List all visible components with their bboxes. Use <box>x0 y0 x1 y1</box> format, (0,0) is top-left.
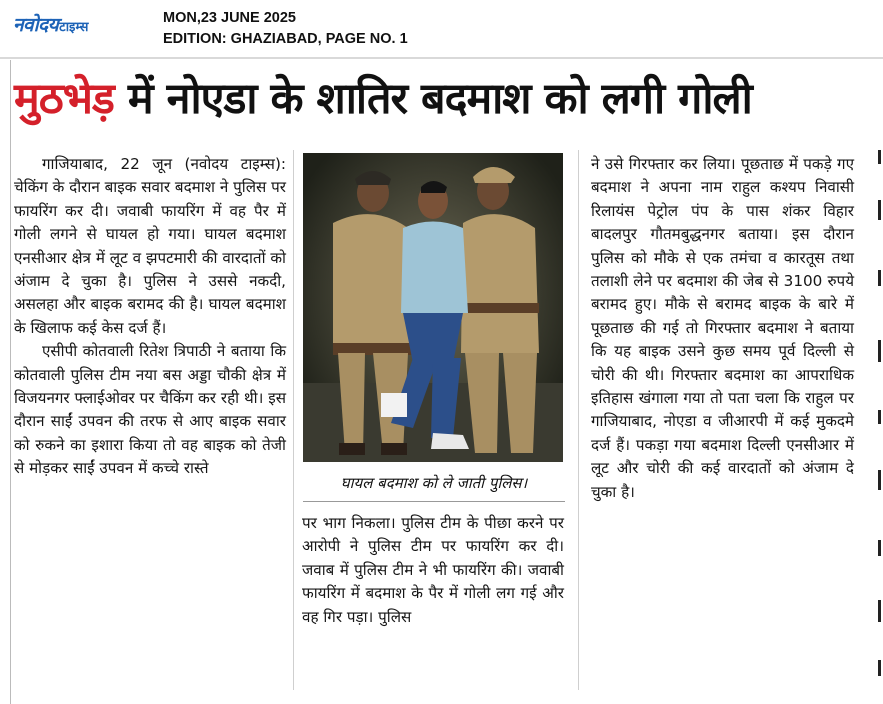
edition-line: EDITION: GHAZIABAD, PAGE NO. 1 <box>163 31 408 47</box>
article-column-1 <box>14 153 286 481</box>
police-escort-illustration <box>303 153 563 462</box>
page-edge-line <box>10 60 11 704</box>
column-divider <box>293 150 294 690</box>
article-paragraph: पर भाग निकला। पुलिस टीम के पीछा करने पर आरोपी ने पुलिस टीम पर फायरिंग कर दी। जवाब में पुलिस टीम ने भी फायरिंग की। जवाबी फायरिंग में बदमाश के पैर में गोली लग गई और वह गिर पड़ा। पुलिस <box>302 514 564 626</box>
photo-caption: घायल बदमाश को ले जाती पुलिस। <box>340 474 528 492</box>
logo-main-text: नवोदय <box>13 14 59 36</box>
column-divider <box>578 150 579 690</box>
headline-rest: में नोएडा के शातिर बदमाश को लगी गोली <box>113 74 752 124</box>
article-column-3 <box>591 153 854 504</box>
newspaper-logo[interactable] <box>13 11 88 37</box>
article-column-2 <box>302 512 564 629</box>
adjacent-article-edge <box>868 140 883 700</box>
article-paragraph: गाजियाबाद, 22 जून (नवोदय टाइम्स): चेकिंग के दौरान बाइक सवार बदमाश ने पुलिस पर फायरिंग कर दी। जवाबी फायरिंग में वह पैर में गोली लगने से घायल हो गया। घायल बदमाश एनसीआर क्षेत्र में लूट व झपटमारी की वारदातों को अंजाम दे चुका है। पुलिस ने उससे नकदी, असलहा और बाइक बरामद की है। घायल बदमाश के खिलाफ कई केस दर्ज हैं। <box>14 155 286 337</box>
article-paragraph: ने उसे गिरफ्तार कर लिया। पूछताछ में पकड़े गए बदमाश ने अपना नाम राहुल कश्यप निवासी रिलायंस पेट्रोल पंप के पास शंकर विहार बादलपुर गौतमबुद्धनगर बताया। इस दौरान पुलिस को मौके से एक तमंचा व कारतूस तथा तलाशी लेने पर बदमाश की जेब से 3100 रुपये बरामद हुए। मौके से बरामद बाइक के बारे में पूछताछ की गई तो गिरफ्तार बदमाश ने बताया कि यह बाइक उसने कुछ समय पूर्व दिल्ली से चोरी की थी। गिरफ्तार बदमाश का आपराधिक इतिहास खंगाला गया तो पता चला कि राहुल पर गाजियाबाद, नोएडा व जीआरपी में कई मुकदमे दर्ज हैं। पकड़ा गया बदमाश दिल्ली एनसीआर में लूट और चोरी की कई वारदातों को अंजाम दे चुका है। <box>591 155 854 501</box>
article-headline <box>14 66 864 132</box>
publication-date: MON,23 JUNE 2025 <box>163 10 296 26</box>
logo-sub-text: टाइम्स <box>59 20 89 35</box>
headline-accent-word: मुठभेड़ <box>14 74 114 124</box>
edition-info <box>163 8 408 50</box>
article-paragraph: एसीपी कोतवाली रितेश त्रिपाठी ने बताया कि कोतवाली पुलिस टीम नया बस अड्डा चौकी क्षेत्र में विजयनगर फ्लाईओवर पर चैकिंग कर रही थी। इस दौरान साईं उपवन की तरफ से आए बाइक सवार को रुकने का इशारा किया तो वह बाइक को तेजी से मोड़कर साईं उपवन में कच्चे रास्ते <box>14 342 286 478</box>
masthead-bar <box>0 0 883 58</box>
masthead-divider <box>0 57 883 59</box>
caption-underline <box>303 501 565 502</box>
news-photo <box>303 153 563 462</box>
